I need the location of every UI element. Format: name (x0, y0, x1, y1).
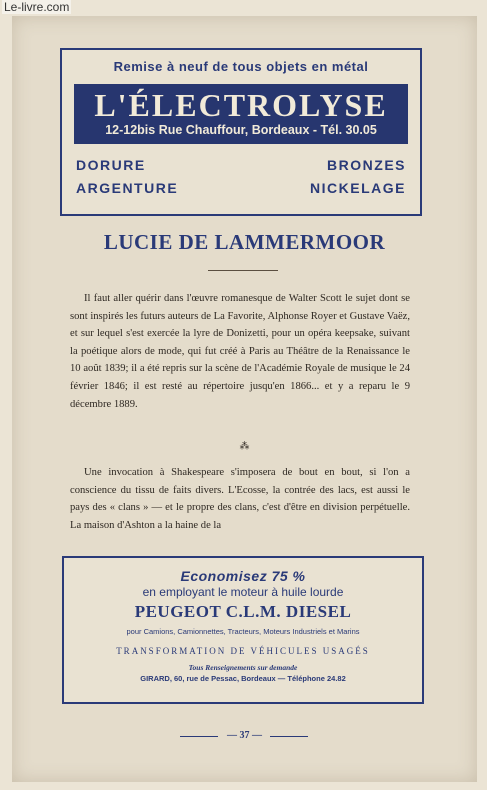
program-page (12, 16, 477, 782)
ad-contact: GIRARD, 60, rue de Pessac, Bordeaux — Téléphone 24.82 (140, 674, 346, 683)
ad-info: Tous Renseignements sur demande (188, 663, 298, 672)
title-divider (208, 270, 278, 271)
article-paragraph-1: Il faut aller quérir dans l'œuvre romanesque de Walter Scott le sujet dont se sont inspirés les futurs auteurs de La Favorite, Alphonse Royer et Gustave Vaëz, et sur lequel s'est exercée la lyre de Donizetti, pour un opéra keepsake, suivant la poétique alors de mode, qui fut créé à Paris au Théâtre de la Renaissance le 10 août 1839; il a été repris sur la scène de l'Académie Royale de musique le 24 février 1846; il est resté au répertoire jusqu'en 1866... et y a reparu le 9 décembre 1889. (70, 293, 410, 410)
ad-uses: pour Camions, Camionnettes, Tracteurs, Moteurs Industriels et Marins (126, 627, 360, 636)
brand-band (74, 84, 408, 144)
brand-address: 12-12bis Rue Chauffour, Bordeaux - Tél. 30.05 (105, 123, 377, 137)
page-number: — 37 — (227, 730, 262, 741)
ad-product-name: PEUGEOT C.L.M. DIESEL (134, 602, 352, 621)
page-number-rule-right (270, 736, 308, 737)
article-title: LUCIE DE LAMMERMOOR (103, 230, 386, 254)
ad-economy-headline: Economisez 75 % (180, 568, 306, 584)
article-paragraph-2: Une invocation à Shakespeare s'imposera de bout en bout, si l'on a conscience du tissu de faits divers. L'Ecosse, la contrée des lacs, est aussi le pays des « clans » — et le propre des clans, c'est d'être en division perpétuelle. La maison d'Ashton a la haine de la (70, 467, 410, 531)
service-bronzes: BRONZES (327, 157, 406, 173)
ad-engine-line: en employant le moteur à huile lourde (142, 585, 344, 599)
ad-headline: Remise à neuf de tous objets en métal (113, 59, 369, 74)
site-watermark: Le-livre.com (4, 0, 70, 14)
electrolyse-advertisement (60, 48, 422, 216)
service-argenture: ARGENTURE (76, 180, 179, 196)
service-dorure: DORURE (76, 157, 146, 173)
section-separator: ⁂ (239, 441, 250, 452)
ad-transformation: TRANSFORMATION DE VÉHICULES USAGÉS (116, 646, 370, 656)
service-nickelage: NICKELAGE (310, 180, 406, 196)
peugeot-diesel-advertisement (62, 556, 424, 704)
brand-name: L'ÉLECTROLYSE (94, 87, 388, 123)
